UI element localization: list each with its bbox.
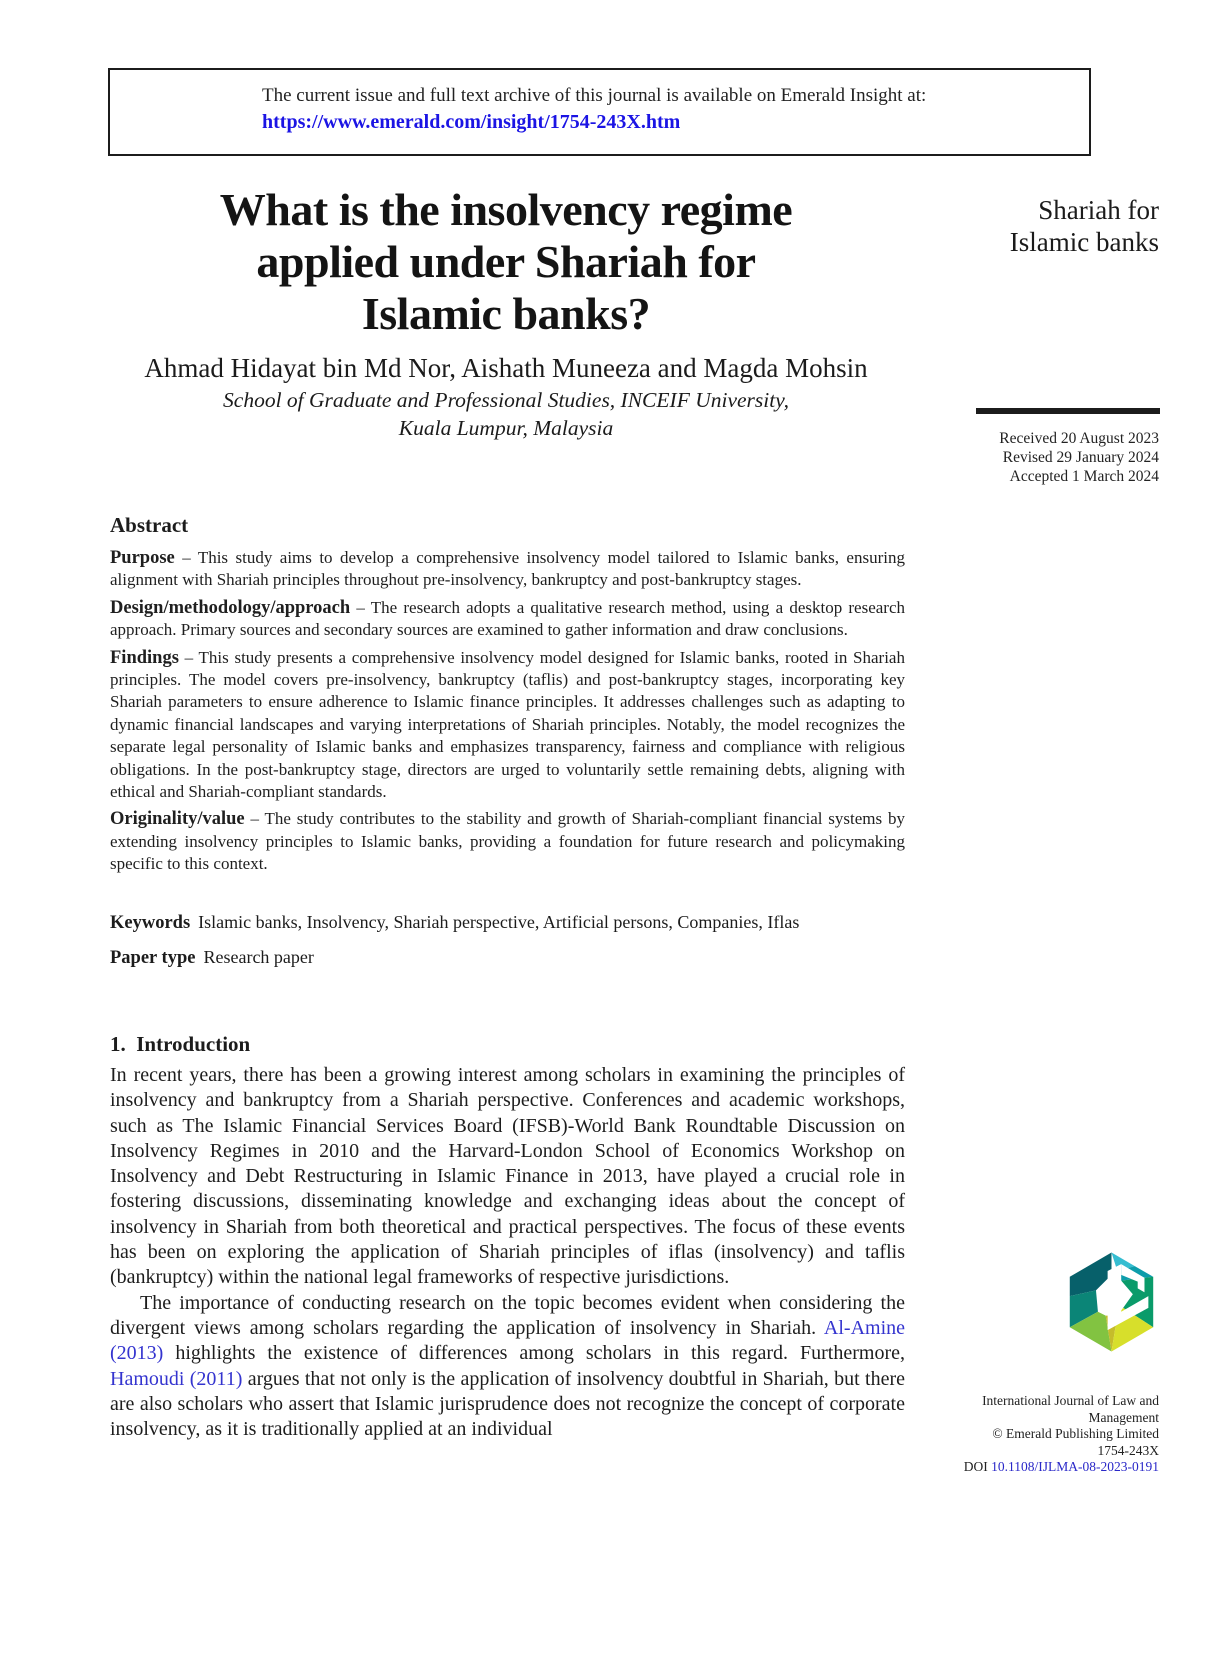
abstract-section-label: Design/methodology/approach <box>110 597 351 618</box>
date-line: Accepted 1 March 2024 <box>1009 468 1159 485</box>
abstract-heading: Abstract <box>110 513 189 537</box>
paper-type-label: Paper type <box>110 947 196 968</box>
doi-label: DOI <box>963 1459 988 1474</box>
journal-info-lines <box>964 1393 1159 1459</box>
authors: Ahmad Hidayat bin Md Nor, Aishath Muneeza and Magda Mohsin <box>144 353 868 383</box>
doi-link[interactable]: 10.1108/IJLMA-08-2023-0191 <box>991 1459 1159 1474</box>
availability-note: The current issue and full text archive of this journal is available on Emerald Insight at: <box>262 85 927 106</box>
abstract-separator: – <box>178 647 199 667</box>
intro-paragraph <box>110 1291 905 1443</box>
journal-info-line: International Journal of Law and <box>982 1393 1159 1408</box>
paper-type-line <box>110 947 905 969</box>
keywords-text: Islamic banks, Insolvency, Shariah perspective, Artificial persons, Companies, Iflas <box>198 911 800 932</box>
journal-info <box>964 1393 1159 1476</box>
availability-box <box>108 68 1091 156</box>
emerald-logo-icon <box>1063 1251 1160 1353</box>
journal-info-line: © Emerald Publishing Limited <box>992 1426 1159 1441</box>
abstract-section <box>110 647 905 804</box>
introduction-section <box>110 1031 905 1442</box>
abstract-block <box>110 512 905 969</box>
running-head <box>1010 194 1159 258</box>
keywords-label: Keywords <box>110 912 191 933</box>
title-line: applied under Shariah for <box>256 236 756 287</box>
abstract-section <box>110 597 905 642</box>
keywords-line <box>110 912 905 934</box>
abstract-section <box>110 808 905 875</box>
journal-info-line: 1754-243X <box>1097 1442 1159 1458</box>
journal-archive-link[interactable]: https://www.emerald.com/insight/1754-243X.htm <box>262 111 681 133</box>
running-head-line: Shariah for <box>1038 195 1159 225</box>
paragraph-text: In recent years, there has been a growing interest among scholars in examining the principles of insolvency and bankruptcy from a Shariah perspective. Conferences and academic workshops, such as The Islamic Financial Services Board (IFSB)-World Bank Roundtable Discussion on Insolvency Regimes in 2010 and the Harvard-London School of Economics Workshop on Insolvency and Debt Restructuring in Islamic Finance in 2013, have played a crucial role in fostering discussions, disseminating knowledge and exchanging ideas about the concept of insolvency in Shariah from both theoretical and practical perspectives. The focus of these events has been on exploring the application of Shariah principles of iflas (insolvency) and taflis (bankruptcy) within the national legal frameworks of respective jurisdictions. <box>110 1064 905 1289</box>
abstract-section-text: This study presents a comprehensive insolvency model designed for Islamic banks, rooted in Shariah principles. The model covers pre-insolvency, bankruptcy (taflis) and post-bankruptcy stages, incorporating key Shariah parameters to ensure adherence to Islamic finance principles. It addresses challenges such as adapting to dynamic financial landscapes and varying interpretations of Shariah principles. Notably, the model recognizes the separate legal personality of Islamic banks and emphasizes transparency, fairness and compliance with religious obligations. In the post-bankruptcy stage, directors are urged to voluntarily settle remaining debts, aligning with ethical and Shariah-compliant standards. <box>110 647 905 802</box>
title-block <box>110 184 902 442</box>
title-line: What is the insolvency regime <box>219 184 793 235</box>
citation-link[interactable]: Hamoudi (2011) <box>110 1367 243 1390</box>
abstract-section-text: The research adopts a qualitative research method, using a desktop research approach. Primary sources and secondary sources are examined to gather information and draw conclusions. <box>110 597 906 640</box>
affiliation <box>110 386 902 442</box>
abstract-section <box>110 547 905 592</box>
paragraph-text: argues that not only is the application of insolvency doubtful in Shariah, but there are also scholars who assert that Islamic jurisprudence does not recognize the concept of corporate insolvency, as it is traditionally applied at an individual <box>110 1367 905 1441</box>
abstract-section-label: Findings <box>110 647 179 668</box>
journal-info-line: Management <box>1088 1409 1159 1425</box>
abstract-section-text: The study contributes to the stability and growth of Shariah-compliant financial systems by extending insolvency principles to Islamic banks, providing a foundation for future research and policymaking specific to this context. <box>110 809 905 874</box>
paragraph-text: highlights the existence of differences among scholars in this regard. Furthermore, <box>163 1342 905 1365</box>
running-head-line: Islamic banks <box>1009 227 1159 257</box>
affiliation-line: Kuala Lumpur, Malaysia <box>398 416 614 440</box>
article-history-dates <box>999 429 1159 486</box>
introduction-paragraphs <box>110 1063 905 1442</box>
abstract-separator: – <box>350 597 371 617</box>
abstract-separator: – <box>244 809 265 829</box>
abstract-section-text: This study aims to develop a comprehensive insolvency model tailored to Islamic banks, ensuring alignment with Shariah principles throughout pre-insolvency, bankruptcy and post-bankruptcy stages. <box>110 548 905 590</box>
abstract-section-label: Purpose <box>110 548 175 568</box>
sidebar-rule <box>976 408 1160 414</box>
doi-line <box>964 1459 1159 1476</box>
abstract-separator: – <box>174 548 198 567</box>
paper-type-text: Research paper <box>203 946 314 967</box>
section-heading: 1. Introduction <box>110 1032 251 1056</box>
title-line: Islamic banks? <box>361 288 651 339</box>
paragraph-text: The importance of conducting research on the topic becomes evident when considering the divergent views among scholars regarding the application of insolvency in Shariah. <box>110 1291 905 1339</box>
date-line: Revised 29 January 2024 <box>1002 449 1159 466</box>
citation-link[interactable]: Al-Amine (2013) <box>110 1316 905 1365</box>
abstract-section-label: Originality/value <box>110 809 245 830</box>
intro-paragraph <box>110 1063 905 1291</box>
affiliation-line: School of Graduate and Professional Studies, INCEIF University, <box>223 388 789 412</box>
abstract-sections <box>110 547 905 876</box>
page-title <box>110 184 902 340</box>
date-line: Received 20 August 2023 <box>999 430 1159 447</box>
